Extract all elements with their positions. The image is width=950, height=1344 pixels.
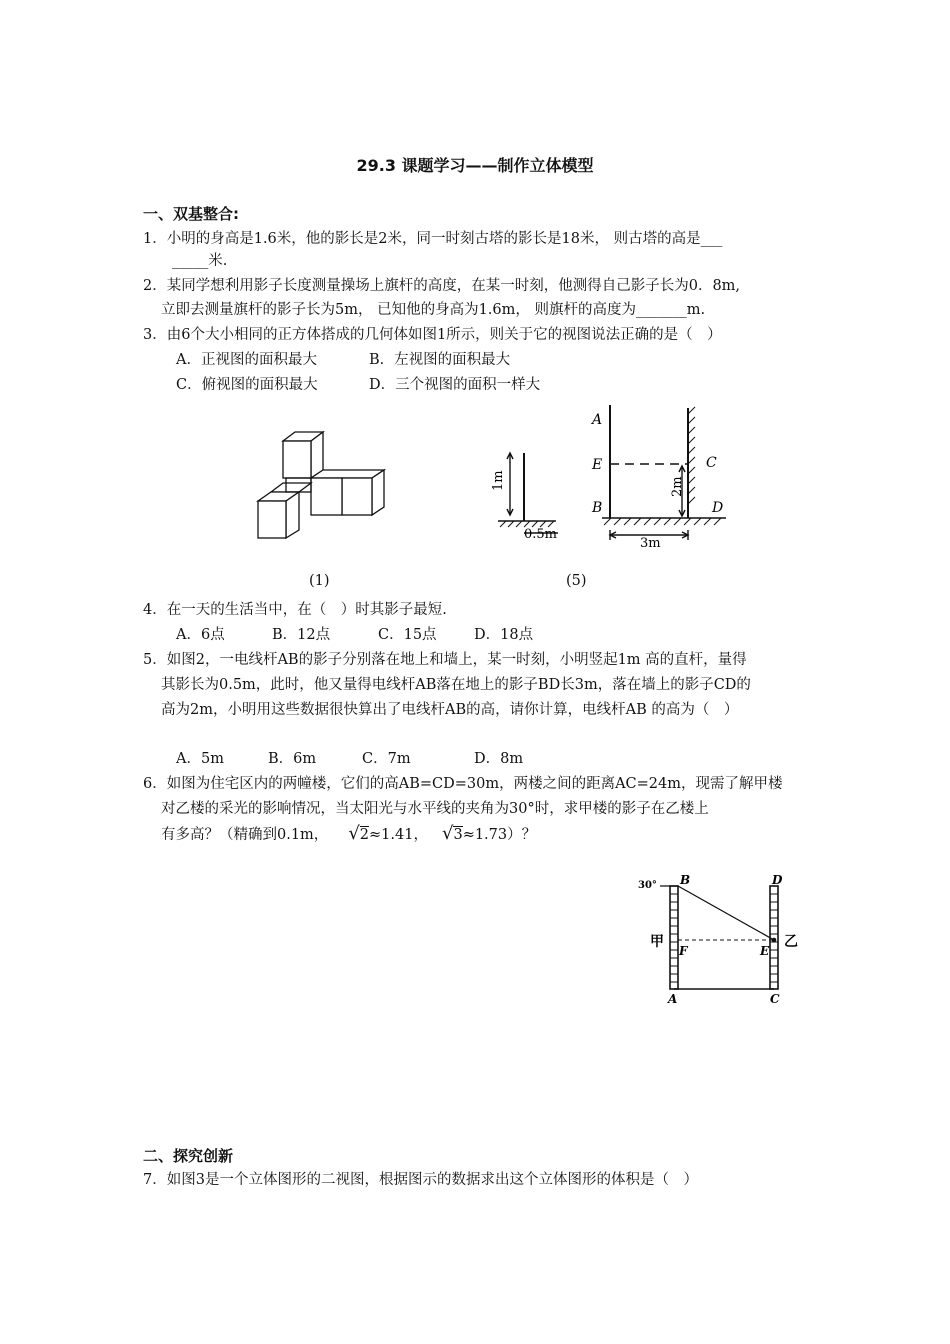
- section-heading-2: 二、探究创新: [143, 1147, 234, 1165]
- question-5-line-3: 高为2m，小明用这些数据很快算出了电线杆AB的高，请你计算，电线杆AB 的高为（ ）: [161, 702, 739, 718]
- figure-5-wall-shadow: [588, 400, 738, 550]
- label-E-building: E: [760, 944, 770, 958]
- question-6-line-3: 有多高？（精确到0.1m， √2≈1.41， √3≈1.73）？: [161, 823, 537, 844]
- question-5-option-a: A．5m: [176, 751, 224, 767]
- label-D-building: D: [772, 873, 783, 887]
- shadow-length-label: 0.5m: [524, 527, 558, 542]
- question-5-option-c: C．7m: [362, 751, 411, 767]
- label-B: B: [592, 500, 603, 516]
- question-3-option-c: C．俯视图的面积最大: [176, 377, 318, 393]
- question-6-line-2: 对乙楼的采光的影响情况，当太阳光与水平线的夹角为30°时，求甲楼的影子在乙楼上: [161, 801, 709, 817]
- question-7-stem: 7．如图3是一个立体图形的二视图，根据图示的数据求出这个立体图形的体积是（ ）: [143, 1172, 698, 1188]
- section-heading-1: 一、双基整合:: [143, 205, 239, 223]
- label-A-building: A: [668, 992, 678, 1006]
- figure-5-caption: (5): [566, 573, 587, 589]
- question-3-option-b: B．左视图的面积最大: [369, 352, 511, 368]
- sqrt-3-radicand: 3: [453, 827, 463, 843]
- question-6-line-1: 6．如图为住宅区内的两幢楼，它们的高AB=CD=30m，两楼之间的距离AC=24m，现需了解甲楼: [143, 776, 783, 792]
- question-3-stem: 3．由6个大小相同的正方体搭成的几何体如图1所示，则关于它的视图说法正确的是（ ）: [143, 327, 722, 343]
- question-4-option-b: B．12点: [272, 627, 331, 643]
- label-D: D: [712, 500, 724, 516]
- figure-6-buildings: [630, 872, 805, 1012]
- question-2-line-2: 立即去测量旗杆的影子长为5m， 已知他的身高为1.6m， 则旗杆的高度为_______m.: [161, 302, 706, 318]
- label-B-building: B: [680, 873, 691, 887]
- figure-1-caption: (1): [309, 573, 330, 589]
- pole-height-label: 1m: [491, 470, 506, 491]
- label-C: C: [706, 455, 717, 471]
- question-4-option-a: A．6点: [176, 627, 225, 643]
- question-4-option-d: D．18点: [474, 627, 534, 643]
- question-2-line-1: 2．某同学想利用影子长度测量操场上旗杆的高度，在某一时刻，他测得自己影子长为0．8m,: [143, 278, 741, 294]
- building-yi-label: 乙: [784, 934, 798, 950]
- question-3-option-d: D．三个视图的面积一样大: [369, 377, 541, 393]
- label-E: E: [592, 457, 603, 473]
- question-5-option-b: B．6m: [268, 751, 317, 767]
- question-3-option-a: A．正视图的面积最大: [176, 352, 317, 368]
- ground-length-label: 3m: [640, 536, 661, 550]
- question-4-stem: 4．在一天的生活当中，在（ ）时其影子最短.: [143, 602, 447, 618]
- label-F: F: [679, 944, 688, 958]
- question-5-option-d: D．8m: [474, 751, 524, 767]
- sqrt-2-approx: ≈1.41，: [369, 827, 428, 843]
- sqrt-3-approx: ≈1.73）？: [462, 827, 537, 843]
- wall-height-label: 2m: [670, 476, 685, 497]
- question-5-line-1: 5．如图2，一电线杆AB的影子分别落在地上和墙上，某一时刻，小明竖起1m 高的直杆，量得: [143, 652, 747, 668]
- sqrt-2-radicand: 2: [359, 827, 370, 843]
- label-A: A: [592, 412, 603, 428]
- question-4-option-c: C．15点: [378, 627, 437, 643]
- figure-1-cube-solid: [250, 430, 400, 545]
- label-C-building: C: [770, 992, 780, 1006]
- angle-label: 30°: [638, 880, 657, 891]
- question-5-line-2: 其影长为0.5m，此时，他又量得电线杆AB落在地上的影子BD长3m，落在墙上的影子CD的: [161, 677, 751, 693]
- building-jia-label: 甲: [650, 934, 664, 950]
- question-1-line-2: _____米.: [172, 253, 228, 269]
- page-title: 29.3 课题学习——制作立体模型: [356, 156, 594, 175]
- figure-5-pole-shadow: [488, 445, 568, 545]
- question-6-line-3-start: 有多高？（精确到0.1m，: [161, 827, 329, 843]
- question-1-line-1: 1．小明的身高是1.6米，他的影长是2米，同一时刻古塔的影长是18米， 则古塔的高是___: [143, 231, 723, 247]
